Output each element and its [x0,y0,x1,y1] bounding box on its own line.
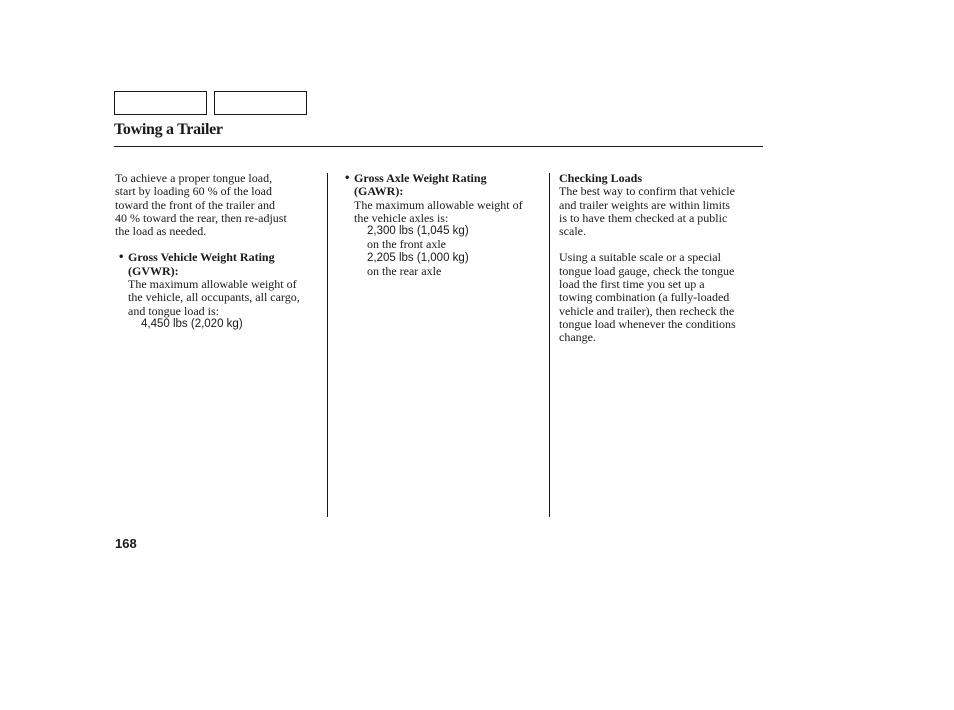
checking-loads-para-1: The best way to confirm that vehicle and trailer weights are within limits is to have them checked at a public scale. [559,184,735,239]
checking-loads-heading: Checking Loads [559,171,643,185]
column-divider [327,173,328,517]
gawr-text: The maximum allowable weight of the vehicle axles is: [354,197,523,225]
gvwr-text: The maximum allowable weight of the vehicle, all occupants, all cargo, and tongue load is: [128,277,300,318]
gawr-item [341,172,546,278]
gawr-front-label: on the front axle [367,237,446,252]
column-3 [559,172,764,358]
gvwr-item [115,251,325,331]
gawr-heading: Gross Axle Weight Rating (GAWR): [354,171,487,199]
tongue-load-intro: To achieve a proper tongue load, start by loading 60 % of the load toward the front of the trailer and 40 % toward the rear, then re-adjust the load as needed. [115,171,287,239]
gawr-rear-label: on the rear axle [367,264,442,279]
column-2 [341,172,546,278]
nav-button-previous[interactable] [114,91,207,115]
gvwr-value: 4,450 lbs (2,020 kg) [141,317,243,330]
column-divider [549,173,550,517]
bullet-icon: • [118,252,125,264]
page-title: Towing a Trailer [114,121,223,138]
nav-button-next[interactable] [214,91,307,115]
page-number: 168 [115,536,137,551]
bullet-icon: • [344,173,351,184]
column-1 [115,172,325,331]
gvwr-heading: Gross Vehicle Weight Rating (GVWR): [128,250,275,278]
title-rule [114,146,763,147]
gawr-front-value: 2,300 lbs (1,045 kg) [367,225,469,238]
gawr-rear-value: 2,205 lbs (1,000 kg) [367,251,469,264]
checking-loads-para-2: Using a suitable scale or a special tongue load gauge, check the tongue load the first time you set up a towing combination (a fully-loaded vehicle and trailer), then recheck the tongue load whenever the conditions change. [559,250,736,345]
